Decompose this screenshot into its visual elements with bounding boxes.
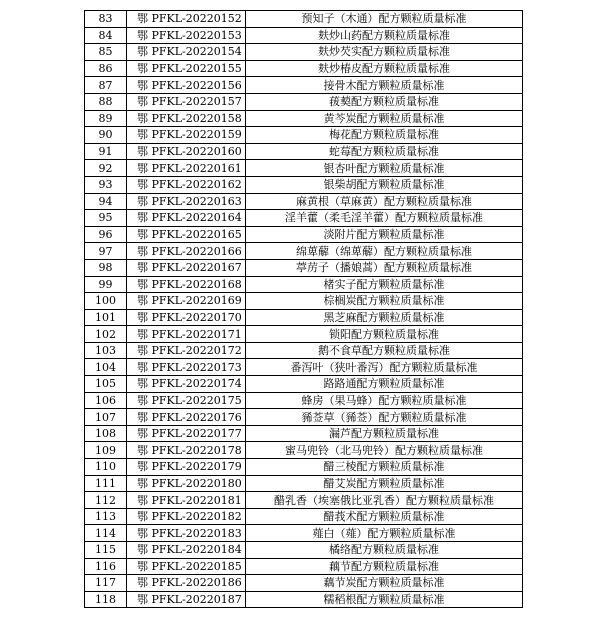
standard-code-cell: 鄂 PFKL-20220172 [127,342,246,359]
standard-code-cell: 鄂 PFKL-20220170 [127,309,246,326]
standard-title-cell: 橘络配方颗粒质量标准 [246,542,523,559]
table-row [85,44,523,61]
row-number-cell: 90 [85,127,127,144]
standard-code-cell: 鄂 PFKL-20220182 [127,508,246,525]
table-row [85,27,523,44]
row-number-cell: 109 [85,442,127,459]
standard-title-cell: 蜂房（果马蜂）配方颗粒质量标准 [246,392,523,409]
standard-title-cell: 淡附片配方颗粒质量标准 [246,226,523,243]
standard-title-cell: 麸炒芡实配方颗粒质量标准 [246,44,523,61]
table-row [85,492,523,509]
table-row [85,60,523,77]
standard-title-cell: 藕节炭配方颗粒质量标准 [246,575,523,592]
row-number-cell: 85 [85,44,127,61]
standard-code-cell: 鄂 PFKL-20220161 [127,160,246,177]
row-number-cell: 94 [85,193,127,210]
row-number-cell: 84 [85,27,127,44]
standard-code-cell: 鄂 PFKL-20220179 [127,459,246,476]
standard-title-cell: 漏芦配方颗粒质量标准 [246,425,523,442]
standard-code-cell: 鄂 PFKL-20220176 [127,409,246,426]
row-number-cell: 107 [85,409,127,426]
standard-title-cell: 葶苈子（播娘蒿）配方颗粒质量标准 [246,259,523,276]
row-number-cell: 108 [85,425,127,442]
standard-title-cell: 麻黄根（草麻黄）配方颗粒质量标准 [246,193,523,210]
standard-title-cell: 薤白（薤）配方颗粒质量标准 [246,525,523,542]
table-row [85,127,523,144]
row-number-cell: 110 [85,459,127,476]
row-number-cell: 99 [85,276,127,293]
row-number-cell: 96 [85,226,127,243]
standard-title-cell: 豨莶草（豨莶）配方颗粒质量标准 [246,409,523,426]
standard-title-cell: 黑芝麻配方颗粒质量标准 [246,309,523,326]
standard-title-cell: 醋莪术配方颗粒质量标准 [246,508,523,525]
standard-title-cell: 黄芩炭配方颗粒质量标准 [246,110,523,127]
standard-code-cell: 鄂 PFKL-20220185 [127,558,246,575]
table-row [85,558,523,575]
standard-title-cell: 藕节配方颗粒质量标准 [246,558,523,575]
row-number-cell: 91 [85,143,127,160]
standard-code-cell: 鄂 PFKL-20220184 [127,542,246,559]
row-number-cell: 100 [85,293,127,310]
table-row [85,11,523,28]
standard-title-cell: 番泻叶（狭叶番泻）配方颗粒质量标准 [246,359,523,376]
standard-code-cell: 鄂 PFKL-20220158 [127,110,246,127]
table-row [85,409,523,426]
table-row [85,210,523,227]
row-number-cell: 89 [85,110,127,127]
row-number-cell: 112 [85,492,127,509]
table-row [85,542,523,559]
standard-code-cell: 鄂 PFKL-20220164 [127,210,246,227]
row-number-cell: 88 [85,93,127,110]
standard-code-cell: 鄂 PFKL-20220155 [127,60,246,77]
standard-title-cell: 银杏叶配方颗粒质量标准 [246,160,523,177]
standards-table-body [85,11,523,608]
standard-code-cell: 鄂 PFKL-20220178 [127,442,246,459]
row-number-cell: 111 [85,475,127,492]
standard-title-cell: 醋三棱配方颗粒质量标准 [246,459,523,476]
table-row [85,591,523,608]
standard-code-cell: 鄂 PFKL-20220156 [127,77,246,94]
standard-title-cell: 麸炒山药配方颗粒质量标准 [246,27,523,44]
table-row [85,193,523,210]
standard-code-cell: 鄂 PFKL-20220177 [127,425,246,442]
standard-title-cell: 醋艾炭配方颗粒质量标准 [246,475,523,492]
standard-code-cell: 鄂 PFKL-20220171 [127,326,246,343]
table-row [85,77,523,94]
standard-title-cell: 蜜马兜铃（北马兜铃）配方颗粒质量标准 [246,442,523,459]
row-number-cell: 97 [85,243,127,260]
standard-code-cell: 鄂 PFKL-20220187 [127,591,246,608]
row-number-cell: 116 [85,558,127,575]
standard-code-cell: 鄂 PFKL-20220159 [127,127,246,144]
standard-code-cell: 鄂 PFKL-20220153 [127,27,246,44]
standard-title-cell: 梅花配方颗粒质量标准 [246,127,523,144]
table-row [85,110,523,127]
standard-code-cell: 鄂 PFKL-20220168 [127,276,246,293]
row-number-cell: 102 [85,326,127,343]
standard-code-cell: 鄂 PFKL-20220167 [127,259,246,276]
standard-code-cell: 鄂 PFKL-20220186 [127,575,246,592]
table-row [85,160,523,177]
table-row [85,508,523,525]
table-row [85,425,523,442]
standard-code-cell: 鄂 PFKL-20220166 [127,243,246,260]
table-row [85,326,523,343]
standard-title-cell: 预知子（木通）配方颗粒质量标准 [246,11,523,28]
standard-code-cell: 鄂 PFKL-20220181 [127,492,246,509]
standard-code-cell: 鄂 PFKL-20220174 [127,376,246,393]
standard-code-cell: 鄂 PFKL-20220152 [127,11,246,28]
row-number-cell: 104 [85,359,127,376]
standard-title-cell: 醋乳香（埃塞俄比亚乳香）配方颗粒质量标准 [246,492,523,509]
standard-code-cell: 鄂 PFKL-20220157 [127,93,246,110]
row-number-cell: 86 [85,60,127,77]
standard-title-cell: 糯稻根配方颗粒质量标准 [246,591,523,608]
table-row [85,442,523,459]
row-number-cell: 95 [85,210,127,227]
row-number-cell: 83 [85,11,127,28]
standard-code-cell: 鄂 PFKL-20220169 [127,293,246,310]
table-row [85,525,523,542]
standard-code-cell: 鄂 PFKL-20220175 [127,392,246,409]
standard-title-cell: 淫羊藿（柔毛淫羊藿）配方颗粒质量标准 [246,210,523,227]
row-number-cell: 92 [85,160,127,177]
table-row [85,143,523,160]
standard-code-cell: 鄂 PFKL-20220180 [127,475,246,492]
table-row [85,309,523,326]
standard-title-cell: 接骨木配方颗粒质量标准 [246,77,523,94]
row-number-cell: 115 [85,542,127,559]
standards-table [84,10,523,608]
row-number-cell: 87 [85,77,127,94]
row-number-cell: 114 [85,525,127,542]
standard-title-cell: 楮实子配方颗粒质量标准 [246,276,523,293]
standard-code-cell: 鄂 PFKL-20220160 [127,143,246,160]
standard-code-cell: 鄂 PFKL-20220154 [127,44,246,61]
row-number-cell: 93 [85,176,127,193]
standard-code-cell: 鄂 PFKL-20220183 [127,525,246,542]
standard-code-cell: 鄂 PFKL-20220173 [127,359,246,376]
standard-title-cell: 银柴胡配方颗粒质量标准 [246,176,523,193]
standard-title-cell: 锁阳配方颗粒质量标准 [246,326,523,343]
table-row [85,392,523,409]
table-row [85,459,523,476]
standard-title-cell: 菝葜配方颗粒质量标准 [246,93,523,110]
row-number-cell: 105 [85,376,127,393]
table-row [85,342,523,359]
table-row [85,276,523,293]
table-row [85,293,523,310]
table-row [85,243,523,260]
standard-title-cell: 蛇莓配方颗粒质量标准 [246,143,523,160]
table-row [85,259,523,276]
standard-code-cell: 鄂 PFKL-20220162 [127,176,246,193]
standard-code-cell: 鄂 PFKL-20220163 [127,193,246,210]
standard-title-cell: 麸炒椿皮配方颗粒质量标准 [246,60,523,77]
table-row [85,575,523,592]
standard-title-cell: 绵萆薢（绵萆薢）配方颗粒质量标准 [246,243,523,260]
row-number-cell: 113 [85,508,127,525]
standard-code-cell: 鄂 PFKL-20220165 [127,226,246,243]
row-number-cell: 103 [85,342,127,359]
table-row [85,226,523,243]
table-row [85,475,523,492]
row-number-cell: 117 [85,575,127,592]
row-number-cell: 98 [85,259,127,276]
table-row [85,359,523,376]
table-row [85,93,523,110]
standard-title-cell: 路路通配方颗粒质量标准 [246,376,523,393]
row-number-cell: 118 [85,591,127,608]
table-row [85,376,523,393]
standard-title-cell: 鹅不食草配方颗粒质量标准 [246,342,523,359]
table-row [85,176,523,193]
standard-title-cell: 棕榈炭配方颗粒质量标准 [246,293,523,310]
row-number-cell: 101 [85,309,127,326]
row-number-cell: 106 [85,392,127,409]
